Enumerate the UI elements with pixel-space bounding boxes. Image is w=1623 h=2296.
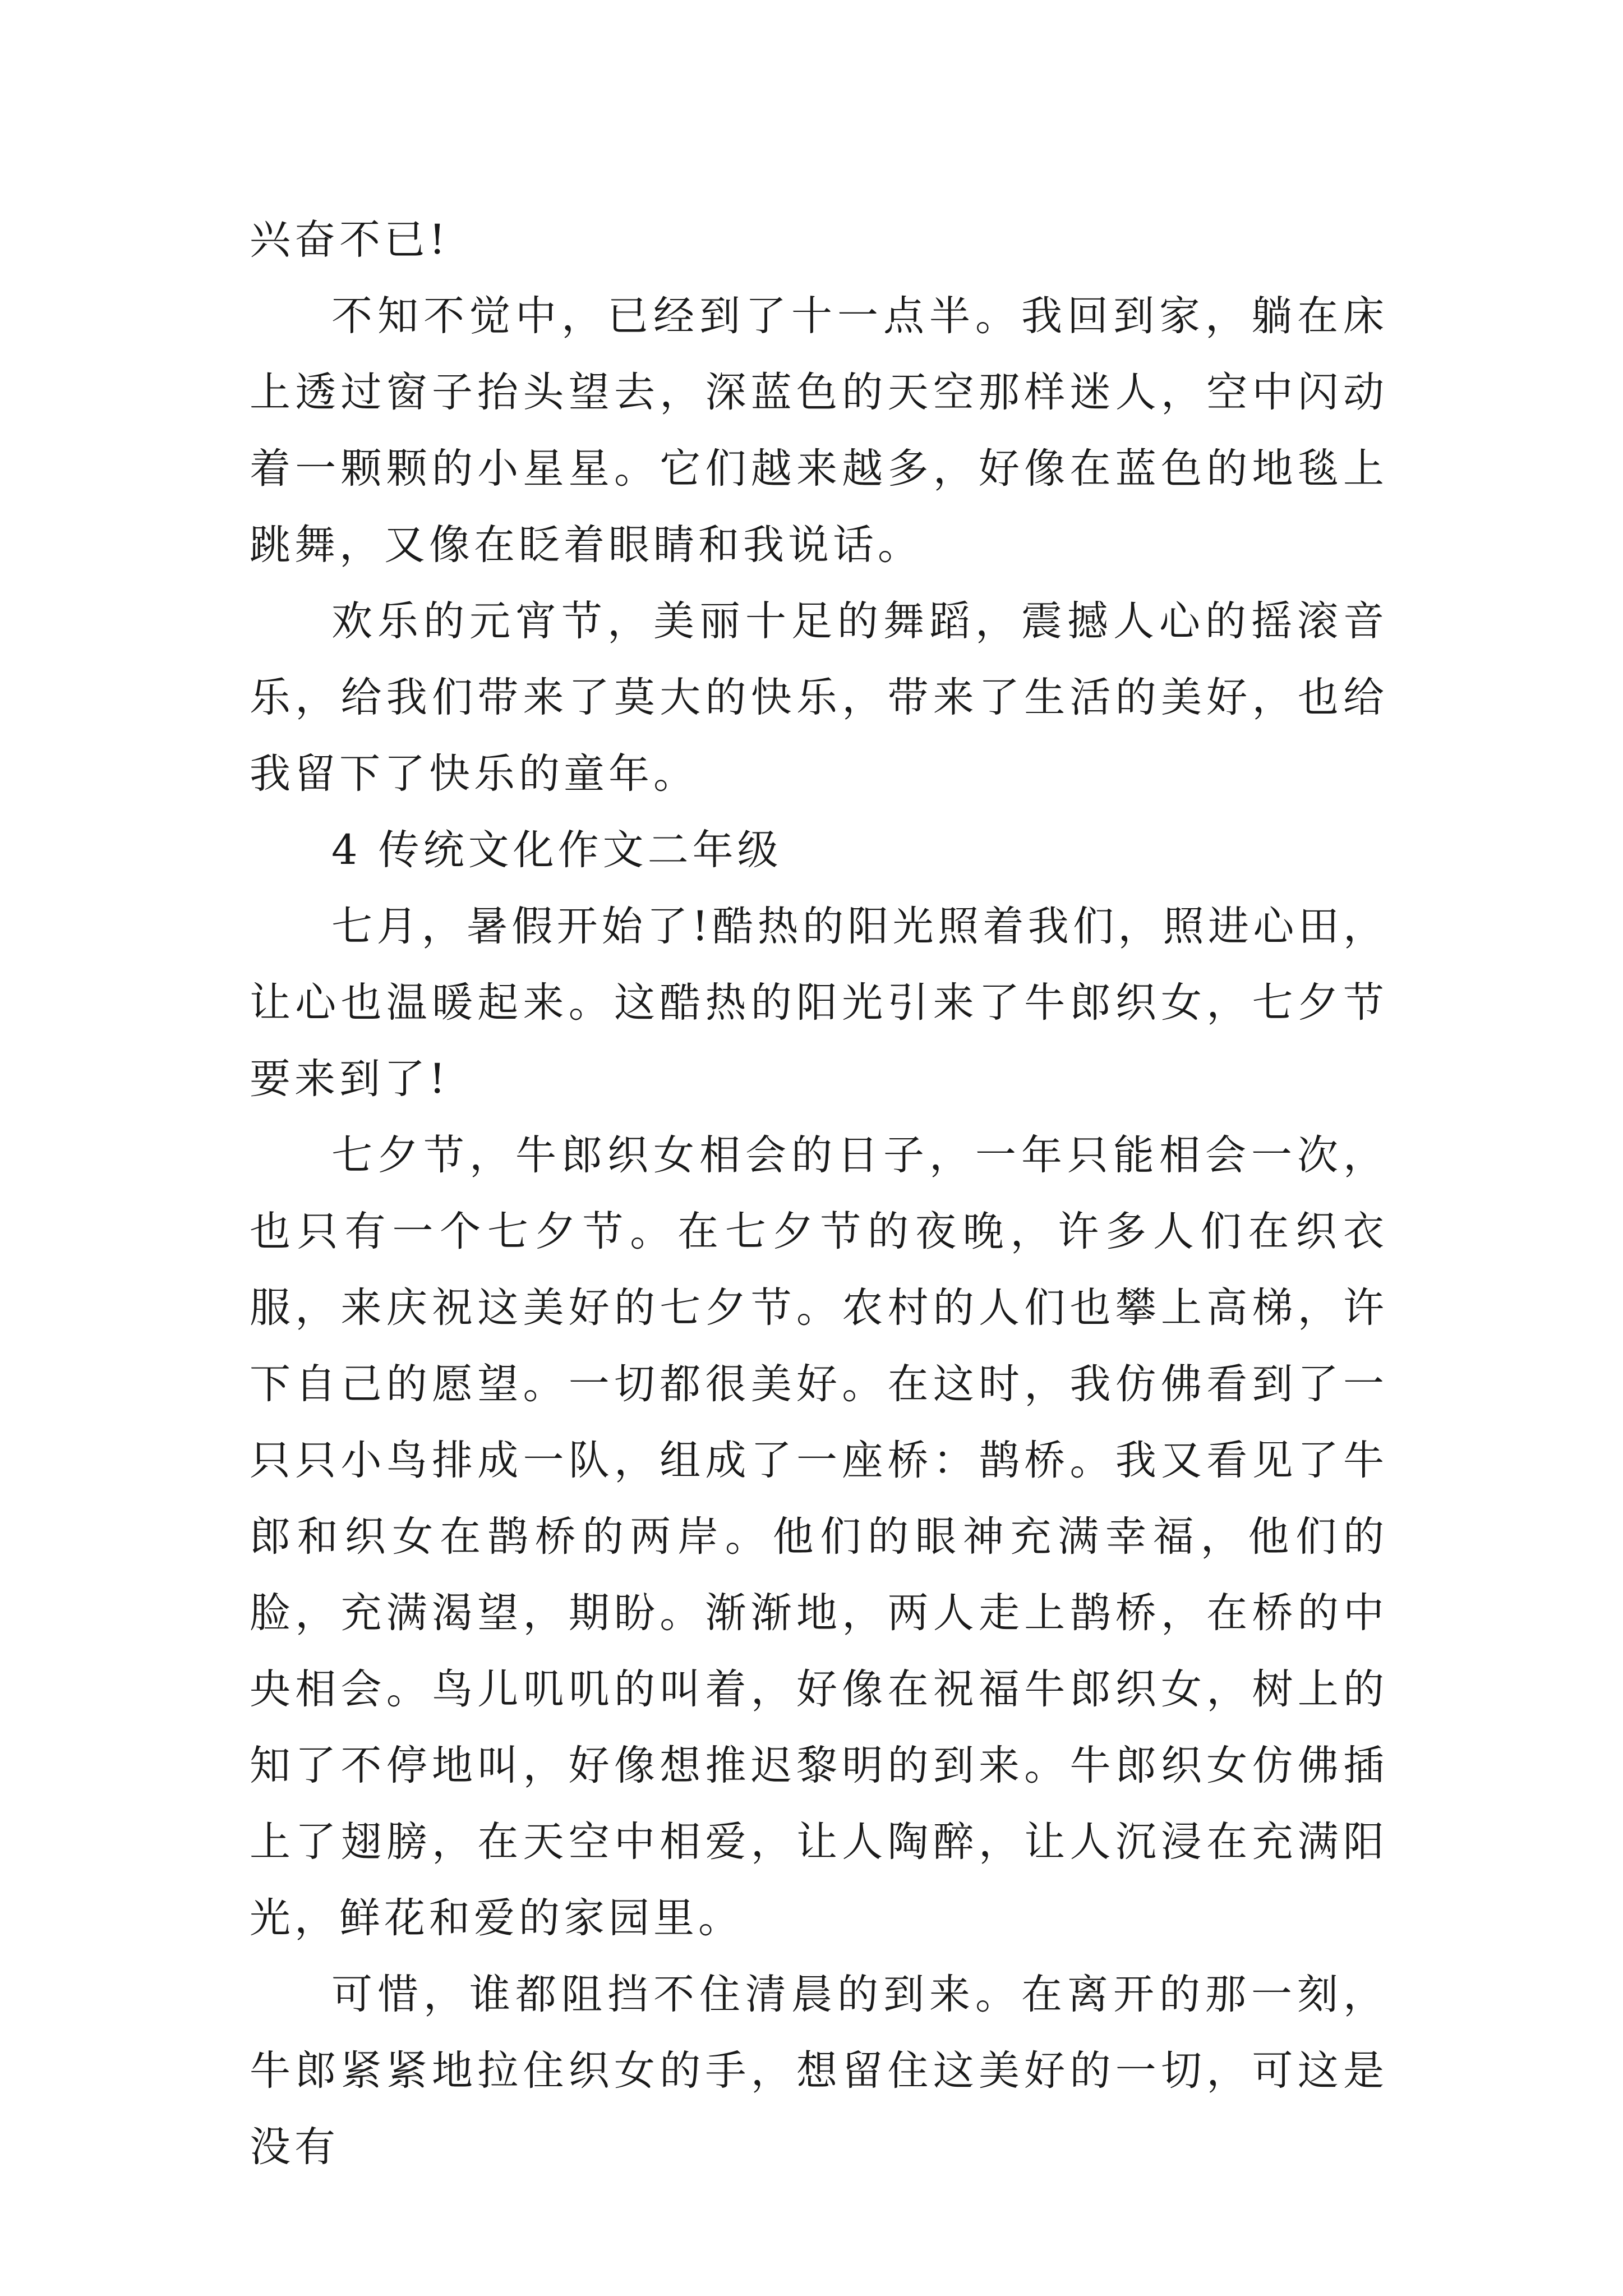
paragraph: 不知不觉中，已经到了十一点半。我回到家，躺在床上透过窗子抬头望去，深蓝色的天空那样迷人，空中闪动着一颗颗的小星星。它们越来越多，好像在蓝色的地毯上跳舞，又像在眨着眼睛和我说话。 [250, 292, 1388, 569]
paragraph: 七夕节，牛郎织女相会的日子，一年只能相会一次，也只有一个七夕节。在七夕节的夜晚，许多人们在织衣服，来庆祝这美好的七夕节。农村的人们也攀上高梯，许下自己的愿望。一切都很美好。在这时，我仿佛看到了一只只小鸟排成一队，组成了一座桥：鹊桥。我又看见了牛郎和织女在鹊桥的两岸。他们的眼神充满幸福，他们的脸，充满渴望，期盼。渐渐地，两人走上鹊桥，在桥的中央相会。鸟儿叽叽的叫着，好像在祝福牛郎织女，树上的知了不停地叫，好像想推迟黎明的到来。牛郎织女仿佛插上了翅膀，在天空中相爱，让人陶醉，让人沉浸在充满阳光，鲜花和爱的家园里。 [250, 1131, 1388, 1942]
document-body [250, 202, 1388, 2185]
paragraph-continuation: 兴奋不已! [250, 216, 450, 264]
paragraph: 欢乐的元宵节，美丽十足的舞蹈，震撼人心的摇滚音乐，给我们带来了莫大的快乐，带来了生活的美好，也给我留下了快乐的童年。 [250, 597, 1388, 798]
section-heading: 4 传统文化作文二年级 [331, 826, 782, 874]
paragraph: 可惜，谁都阻挡不住清晨的到来。在离开的那一刻，牛郎紧紧地拉住织女的手，想留住这美好的一切，可这是没有 [250, 1971, 1388, 2171]
paragraph: 七月，暑假开始了!酷热的阳光照着我们，照进心田，让心也温暖起来。这酷热的阳光引来了牛郎织女，七夕节要来到了! [250, 903, 1388, 1103]
